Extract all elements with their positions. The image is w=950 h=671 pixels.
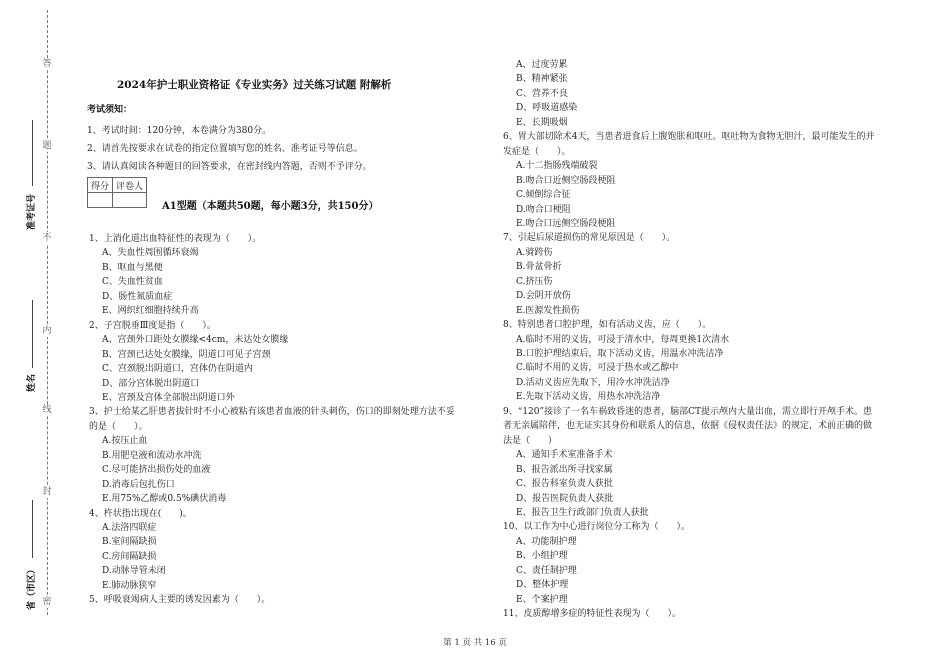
answer-option: A、通知手术室准备手术 xyxy=(516,450,613,461)
answer-option: A.临时不用的义齿，可浸于清水中，每周更换1次清水 xyxy=(516,334,730,345)
seal-dashed-line xyxy=(47,10,48,615)
question-stem: 10、以工作为中心进行岗位分工称为（ ）。 xyxy=(503,522,690,533)
seal-char: 内 xyxy=(40,325,54,337)
question-stem: 8、特别患者口腔护理，如有活动义齿，应（ ）。 xyxy=(503,320,712,331)
seal-char: 密 xyxy=(40,596,54,608)
answer-option: B、呕血与黑便 xyxy=(102,262,163,273)
answer-option: B.吻合口近侧空肠段梗阻 xyxy=(516,175,616,186)
exam-number-label: 准考证号 xyxy=(27,193,37,230)
score-table xyxy=(87,177,147,208)
question-stem: 3、护士给某乙肝患者拔针时不小心被粘有该患者血液的针头刺伤，伤口的即刻处理方法不妥 xyxy=(89,407,455,418)
answer-option: D、部分宫体脱出阴道口 xyxy=(102,378,200,389)
answer-option: E.吻合口远侧空肠段梗阻 xyxy=(516,218,616,229)
answer-option: A、过度劳累 xyxy=(516,60,568,70)
answer-option: A.按压止血 xyxy=(102,436,148,447)
answer-option: D、呼吸道感染 xyxy=(516,103,578,114)
answer-option: C、责任制护理 xyxy=(516,565,577,576)
answer-option: A.骑跨伤 xyxy=(516,247,553,258)
answer-option: A.十二指肠残端破裂 xyxy=(516,161,598,172)
answer-option: D、肠性氮质血症 xyxy=(102,291,173,302)
answer-option: C、宫颈脱出阴道口，宫体仍在阴道内 xyxy=(102,364,253,375)
answer-option: A、失血性周围循环衰竭 xyxy=(102,248,199,259)
answer-option: E、报告卫生行政部门负责人获批 xyxy=(516,507,649,518)
answer-option: B、小组护理 xyxy=(516,551,568,562)
province-label: 省（市区） xyxy=(27,564,37,610)
answer-option: D.消毒后包扎伤口 xyxy=(102,479,175,490)
answer-option: B.室间隔缺损 xyxy=(102,537,157,548)
answer-option: B.用肥皂液和流动水冲洗 xyxy=(102,450,202,461)
notice-item: 1、考试时间：120分钟，本卷满分为380分。 xyxy=(87,126,272,136)
province-line xyxy=(32,500,33,558)
answer-option: A.法洛四联症 xyxy=(102,523,157,533)
answer-option: D.动脉导管未闭 xyxy=(102,566,166,577)
question-continuation: 者无亲属陪伴，也无证实其身份和联系人的信息，依据《侵权责任法》的规定，术前正确的做 xyxy=(503,421,873,432)
score-cell-label: 得分 xyxy=(88,178,113,193)
question-stem: 4、杵状指出现在( )。 xyxy=(89,508,192,519)
answer-option: E.肺动脉狭窄 xyxy=(102,580,157,591)
grader-cell-label: 评卷人 xyxy=(113,178,147,193)
question-stem: 7、引起后尿道损伤的常见原因是（ ）。 xyxy=(503,233,676,244)
answer-option: C、营养不良 xyxy=(516,88,568,99)
name-line xyxy=(32,300,33,368)
question-stem: 9、“120”接诊了一名车祸致昏迷的患者，脑部CT提示颅内大量出血，需立即行开颅手术。患 xyxy=(503,406,872,417)
answer-option: E.医源发性损伤 xyxy=(516,305,580,316)
answer-option: C.倾倒综合征 xyxy=(516,190,571,201)
answer-option: D.吻合口梗阻 xyxy=(516,204,571,215)
seal-char: 线 xyxy=(40,404,54,416)
question-continuation: 法是（ ） xyxy=(503,435,558,446)
grader-cell-blank xyxy=(113,193,147,208)
answer-option: C.尽可能挤出损伤处的血液 xyxy=(102,465,211,476)
exam-number-line xyxy=(32,120,33,186)
seal-char: 不 xyxy=(40,232,54,244)
question-stem: 6、胃大部切除术4天，当患者进食后上腹饱胀和呕吐。呕吐物为食物无胆汁，最可能发生的并 xyxy=(503,132,875,143)
answer-option: C.房间隔缺损 xyxy=(102,551,157,562)
question-continuation: 发症是（ ）。 xyxy=(503,146,571,157)
notice-item: 2、请首先按要求在试卷的指定位置填写您的姓名、准考证号等信息。 xyxy=(87,144,363,154)
exam-title: 2024年护士职业资格证《专业实务》过关练习试题 附解析 xyxy=(117,79,392,91)
answer-option: C.挤压伤 xyxy=(516,276,553,287)
score-cell-blank xyxy=(88,193,113,208)
question-stem: 5、呼吸衰竭病人主要的诱发因素为（ ）。 xyxy=(89,595,271,606)
notice-item: 3、请认真阅读各种题目的回答要求，在密封线内答题，否则不予评分。 xyxy=(87,162,372,172)
answer-option: B、精神紧张 xyxy=(516,74,568,85)
answer-option: E、长期吸烟 xyxy=(516,117,568,128)
binding-margin xyxy=(0,0,75,671)
seal-char: 题 xyxy=(40,140,54,152)
answer-option: D.会阴开放伤 xyxy=(516,291,571,302)
question-stem: 1、上消化道出血特征性的表现为（ ）。 xyxy=(89,234,262,244)
answer-option: A、宫颈外口距处女膜缘<4cm，未达处女膜缘 xyxy=(102,335,289,346)
name-label: 姓名 xyxy=(27,373,37,392)
seal-char: 封 xyxy=(40,486,54,498)
answer-option: E、个案护理 xyxy=(516,594,568,605)
page-footer: 第 1 页 共 16 页 xyxy=(443,638,507,648)
question-stem: 11、皮质醇增多症的特征性表现为（ ）。 xyxy=(503,609,681,620)
answer-option: E、宫颈及宫体全部脱出阴道口外 xyxy=(102,392,235,403)
answer-option: A、功能制护理 xyxy=(516,536,577,547)
answer-option: D.活动义齿应先取下，用冷水冲洗洁净 xyxy=(516,377,670,388)
seal-char: 答 xyxy=(40,58,54,70)
answer-option: B、报告派出所寻找家属 xyxy=(516,464,613,475)
answer-option: C、报告科室负责人获批 xyxy=(516,479,613,490)
section-title: A1型题（本题共50题，每小题3分，共150分） xyxy=(162,201,379,212)
answer-option: B.骨盆骨折 xyxy=(516,262,562,273)
answer-option: E.先取下活动义齿，用热水冲洗洁净 xyxy=(516,392,661,403)
answer-option: E、网织红细胞持续升高 xyxy=(102,306,199,317)
answer-option: C.临时不用的义齿，可浸于热水或乙醇中 xyxy=(516,363,679,374)
answer-option: D、报告医院负责人获批 xyxy=(516,493,614,504)
notice-heading: 考试须知： xyxy=(87,105,133,115)
answer-option: B.口腔护理结束后，取下活动义齿，用温水冲洗洁净 xyxy=(516,349,724,359)
answer-option: B、宫颈已达处女膜缘，阴道口可见子宫颈 xyxy=(102,349,271,360)
answer-option: D、整体护理 xyxy=(516,580,569,591)
answer-option: E.用75%乙醇或0.5%碘伏消毒 xyxy=(102,494,227,505)
question-stem: 2、子宫脱垂Ⅲ度是指（ ）。 xyxy=(89,320,216,331)
answer-option: C、失血性贫血 xyxy=(102,277,163,288)
question-continuation: 的是（ ）。 xyxy=(89,421,148,432)
